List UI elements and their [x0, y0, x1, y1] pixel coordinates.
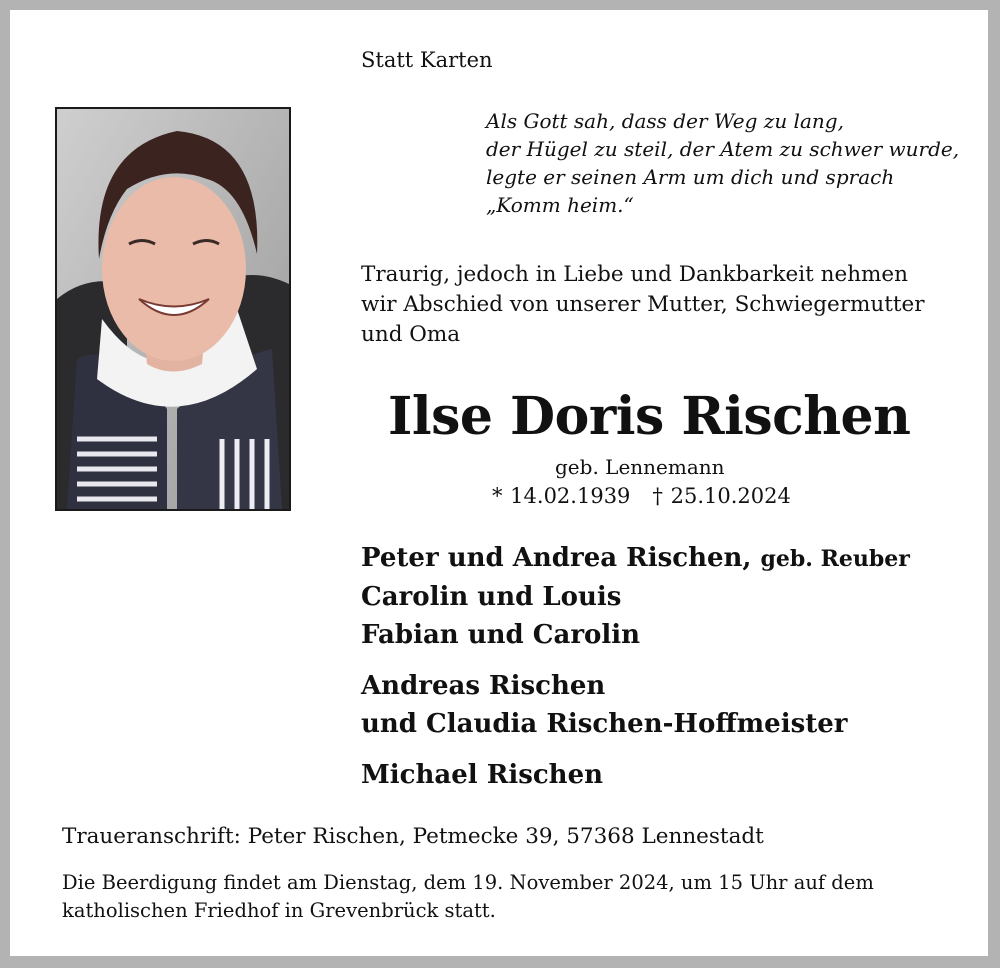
- funeral-line: Die Beerdigung findet am Dienstag, dem 19. November 2024, um 15 Uhr auf dem: [62, 871, 874, 894]
- family-maiden-suffix: geb. Reuber: [760, 546, 910, 572]
- death-date: † 25.10.2024: [652, 484, 791, 508]
- header-label: Statt Karten: [361, 48, 493, 72]
- funeral-line: katholischen Friedhof in Grevenbrück statt.: [62, 899, 496, 922]
- family-name-line: und Claudia Rischen-Hoffmeister: [361, 709, 848, 739]
- funeral-info: [62, 869, 874, 925]
- family-group-3: [361, 756, 603, 794]
- poem-line: legte er seinen Arm um dich und sprach: [486, 165, 895, 189]
- memorial-poem: [486, 107, 959, 219]
- poem-line: „Komm heim.“: [486, 193, 634, 217]
- poem-line: Als Gott sah, dass der Weg zu lang,: [486, 109, 844, 133]
- life-dates: [492, 484, 791, 508]
- family-group-1: [361, 539, 910, 654]
- intro-line: Traurig, jedoch in Liebe und Dankbarkeit nehmen: [361, 262, 909, 287]
- intro-line: und Oma: [361, 322, 461, 347]
- family-name-line: Peter und Andrea Rischen,: [361, 543, 752, 573]
- intro-text: [361, 260, 924, 350]
- family-name-line: Michael Rischen: [361, 760, 604, 790]
- maiden-name: geb. Lennemann: [555, 455, 725, 479]
- intro-line: wir Abschied von unserer Mutter, Schwiegermutter: [361, 292, 925, 317]
- family-name-line: Fabian und Carolin: [361, 620, 641, 650]
- obituary-notice: [10, 10, 988, 956]
- portrait-photo: [55, 107, 291, 511]
- poem-line: der Hügel zu steil, der Atem zu schwer wurde,: [486, 137, 960, 161]
- mourning-address: Traueranschrift: Peter Rischen, Petmecke 39, 57368 Lennestadt: [62, 824, 764, 849]
- birth-date: * 14.02.1939: [492, 484, 631, 508]
- family-name-line: Carolin und Louis: [361, 582, 622, 612]
- family-name-line: Andreas Rischen: [361, 671, 606, 701]
- deceased-name: Ilse Doris Rischen: [388, 386, 911, 447]
- family-group-2: [361, 667, 847, 743]
